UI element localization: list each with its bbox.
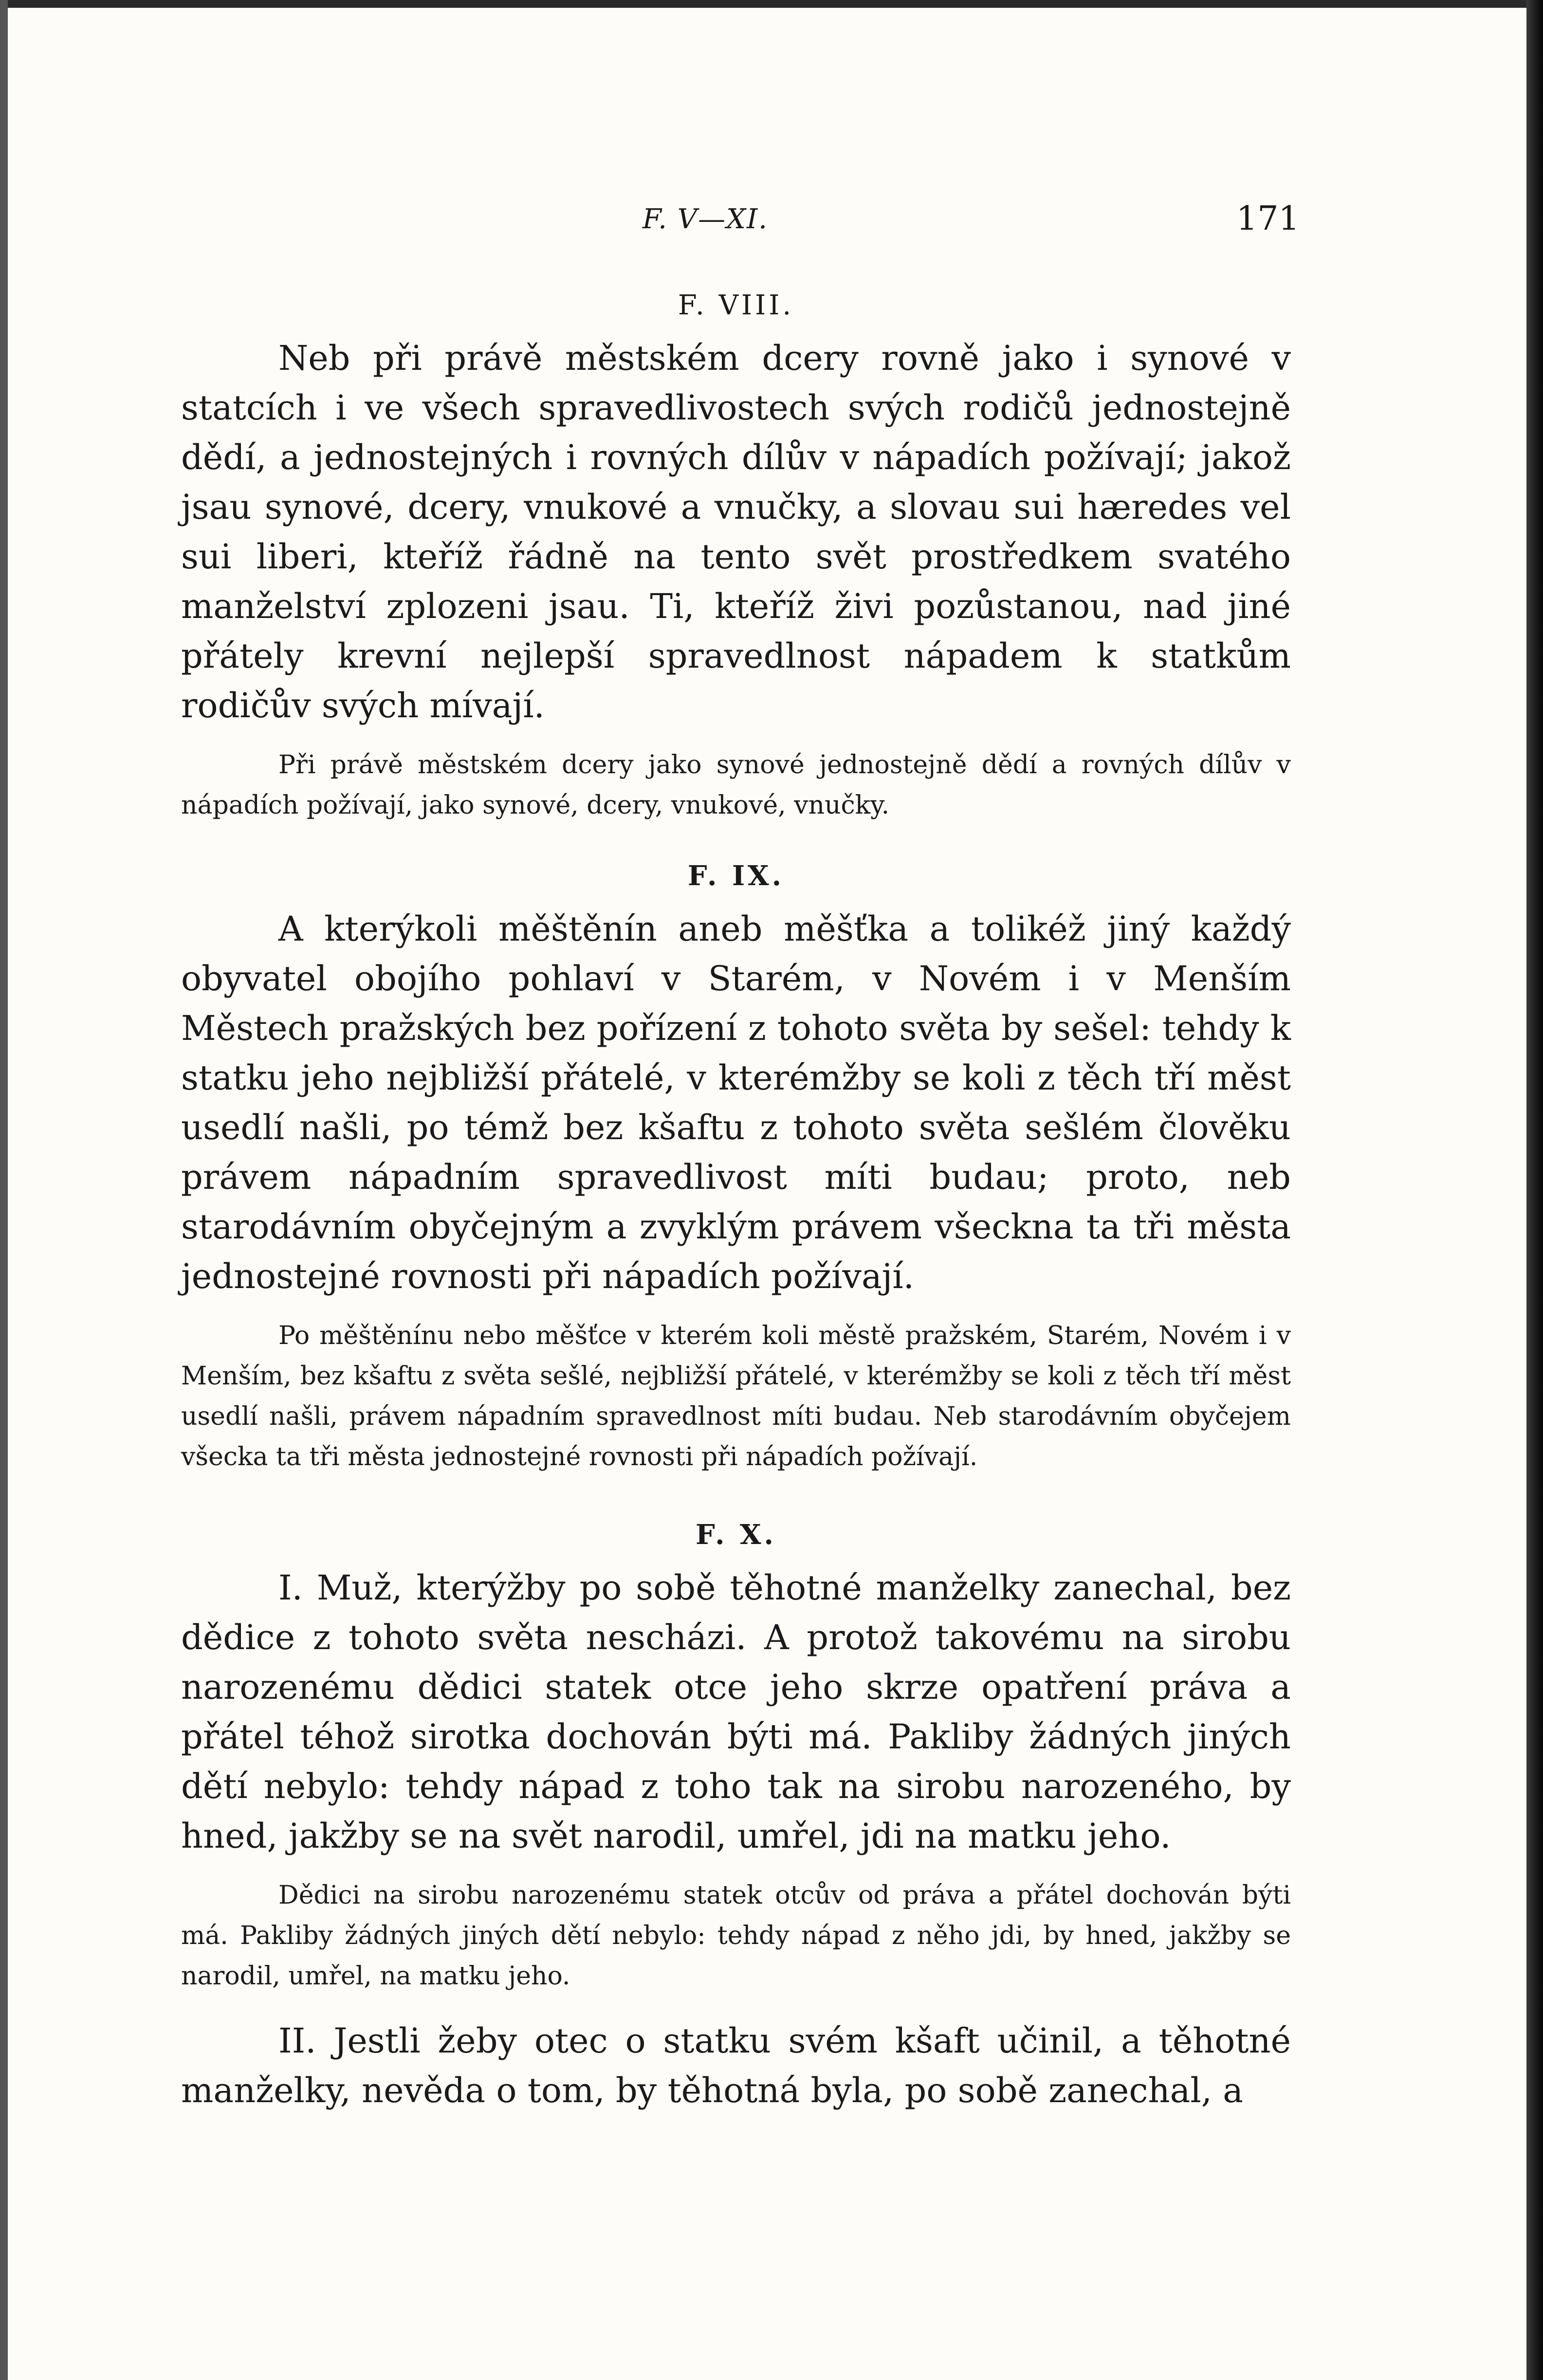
- section-summary-viii: Při právě městském dcery jako synové jednostejně dědí a rovných dílův v nápadích požívají, jako synové, dcery, vnukové, vnučky.: [181, 750, 1291, 820]
- page-body: [181, 290, 1291, 2115]
- section-heading-viii: F. VIII.: [678, 290, 794, 321]
- page-header: [0, 195, 1543, 243]
- spacer: [181, 1997, 1291, 2016]
- section-heading-ix: F. IX.: [687, 860, 785, 892]
- scan-edge-left: [0, 0, 8, 2380]
- page-number: 171: [1236, 200, 1300, 238]
- section-summary-ix: Po měštěnínu nebo měšťce v kterém koli městě pražském, Starém, Novém i v Menším, bez kšaftu z světa sešlé, nejbližší přátelé, v kterémžby se koli z těch tří měst usedlí našli, právem nápadním spravedlnost míti budau. Neb starodávním obyčejem všecka ta tři města jednostejné rovnosti při nápadích požívají.: [181, 1321, 1291, 1472]
- continuation-text: II. Jestli žeby otec o statku svém kšaft učinil, a těhotné manželky, nevěda o tom, by těhotná byla, po sobě zanechal, a: [181, 2021, 1291, 2110]
- section-heading-x: F. X.: [695, 1519, 777, 1551]
- scan-edge-top: [0, 0, 1543, 8]
- section-summary-x: Dědici na sirobu narozenému statek otcův od práva a přátel dochován býti má. Pakliby žádných jiných dětí nebylo: tehdy nápad z něho jdi, by hned, jakžby se narodil, umřel, na matku jeho.: [181, 1881, 1291, 1991]
- section-text-viii: Neb při právě městském dcery rovně jako i synové v statcích i ve všech spravedlivostech svých rodičů jednostejně dědí, a jednostejných i rovných dílův v nápadích požívají; jakož jsau synové, dcery, vnukové a vnučky, a slovau sui hæredes vel sui liberi, kteříž řádně na tento svět prostředkem svatého manželství zplozeni jsau. Ti, kteříž živi pozůstanou, nad jiné přátely krevní nejlepší spravedlnost nápadem k statkům rodičův svých mívají.: [181, 338, 1291, 726]
- spacer: [181, 826, 1291, 860]
- scan-edge-right: [1526, 0, 1543, 2380]
- running-head: F. V—XI.: [643, 203, 768, 235]
- spacer: [181, 1477, 1291, 1519]
- section-text-x: I. Muž, kterýžby po sobě těhotné manželky zanechal, bez dědice z tohoto světa nescházi. A protož takovému na sirobu narozenému dědici statek otce jeho skrze opatření práva a přátel téhož sirotka dochován býti má. Pakliby žádných jiných dětí nebylo: tehdy nápad z toho tak na sirobu narozeného, by hned, jakžby se na svět narodil, umřel, jdi na matku jeho.: [181, 1568, 1291, 1856]
- section-text-ix: A kterýkoli měštěnín aneb měšťka a tolikéž jiný každý obyvatel obojího pohlaví v Starém, v Novém i v Menším Městech pražských bez pořízení z tohoto světa by sešel: tehdy k statku jeho nejbližší přátelé, v kterémžby se koli z těch tří měst usedlí našli, po témž bez kšaftu z tohoto světa sešlém člověku právem nápadním spravedlivost míti budau; proto, neb starodávním obyčejným a zvyklým právem všeckna ta tři města jednostejné rovnosti při nápadích požívají.: [181, 909, 1291, 1296]
